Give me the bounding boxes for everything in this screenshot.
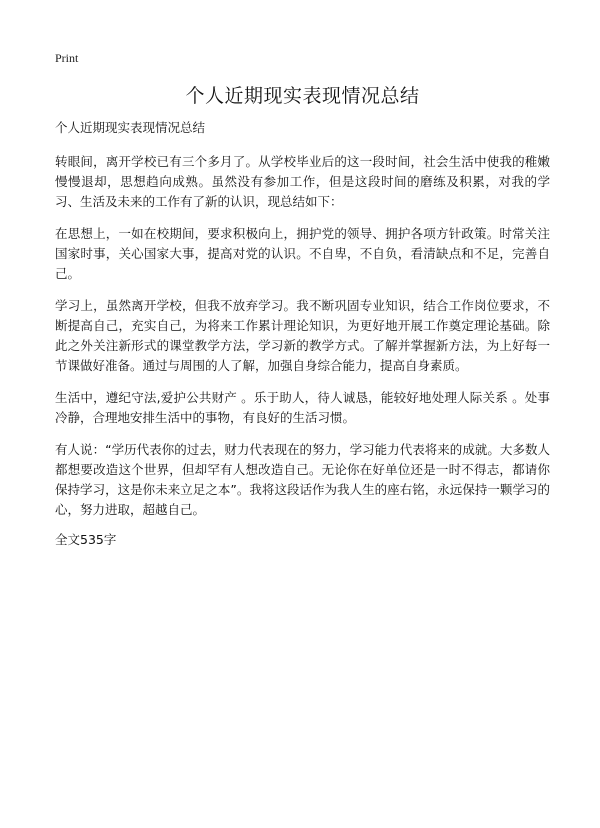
word-count: 全文535字 [55, 532, 117, 547]
paragraph-intro: 转眼间，离开学校已有三个多月了。从学校毕业后的这一段时间，社会生活中使我的稚嫩慢慢退却，思想趋向成熟。虽然没有参加工作，但是这段时间的磨练及积累，对我的学习、生活及未来的工作有了新的认识，现总结如下： [55, 154, 550, 209]
paragraph-quote: 有人说：“学历代表你的过去，财力代表现在的努力，学习能力代表将来的成就。大多数人都想要改造这个世界，但却罕有人想改造自己。无论你在好单位还是一时不得志，都请你保持学习，这是你未来立足之本”。我将这段话作为我人生的座右铭，永远保持一颗学习的心，努力进取，超越自己。 [55, 442, 550, 517]
paragraph-thought: 在思想上，一如在校期间，要求积极向上，拥护党的领导、拥护各项方针政策。时常关注国家时事，关心国家大事，提高对党的认识。不自卑，不自负，看清缺点和不足，完善自己。 [55, 226, 550, 281]
page-title: 个人近期现实表现情况总结 [185, 85, 420, 107]
paragraph-study: 学习上，虽然离开学校，但我不放弃学习。我不断巩固专业知识，结合工作岗位要求，不断提高自己，充实自己，为将来工作累计理论知识，为更好地开展工作奠定理论基础。除此之外关注新形式的课堂教学方法，学习新的教学方式。了解并掌握新方法，为上好每一节课做好准备。通过与周围的人了解，加强自身综合能力，提高自身素质。 [55, 298, 550, 373]
print-link[interactable]: Print [55, 51, 79, 65]
paragraph-life: 生活中，遵纪守法,爱护公共财产 。乐于助人，待人诚恳，能较好地处理人际关系 。处事冷静，合理地安排生活中的事物，有良好的生活习惯。 [55, 390, 550, 425]
document-subtitle: 个人近期现实表现情况总结 [55, 120, 206, 135]
